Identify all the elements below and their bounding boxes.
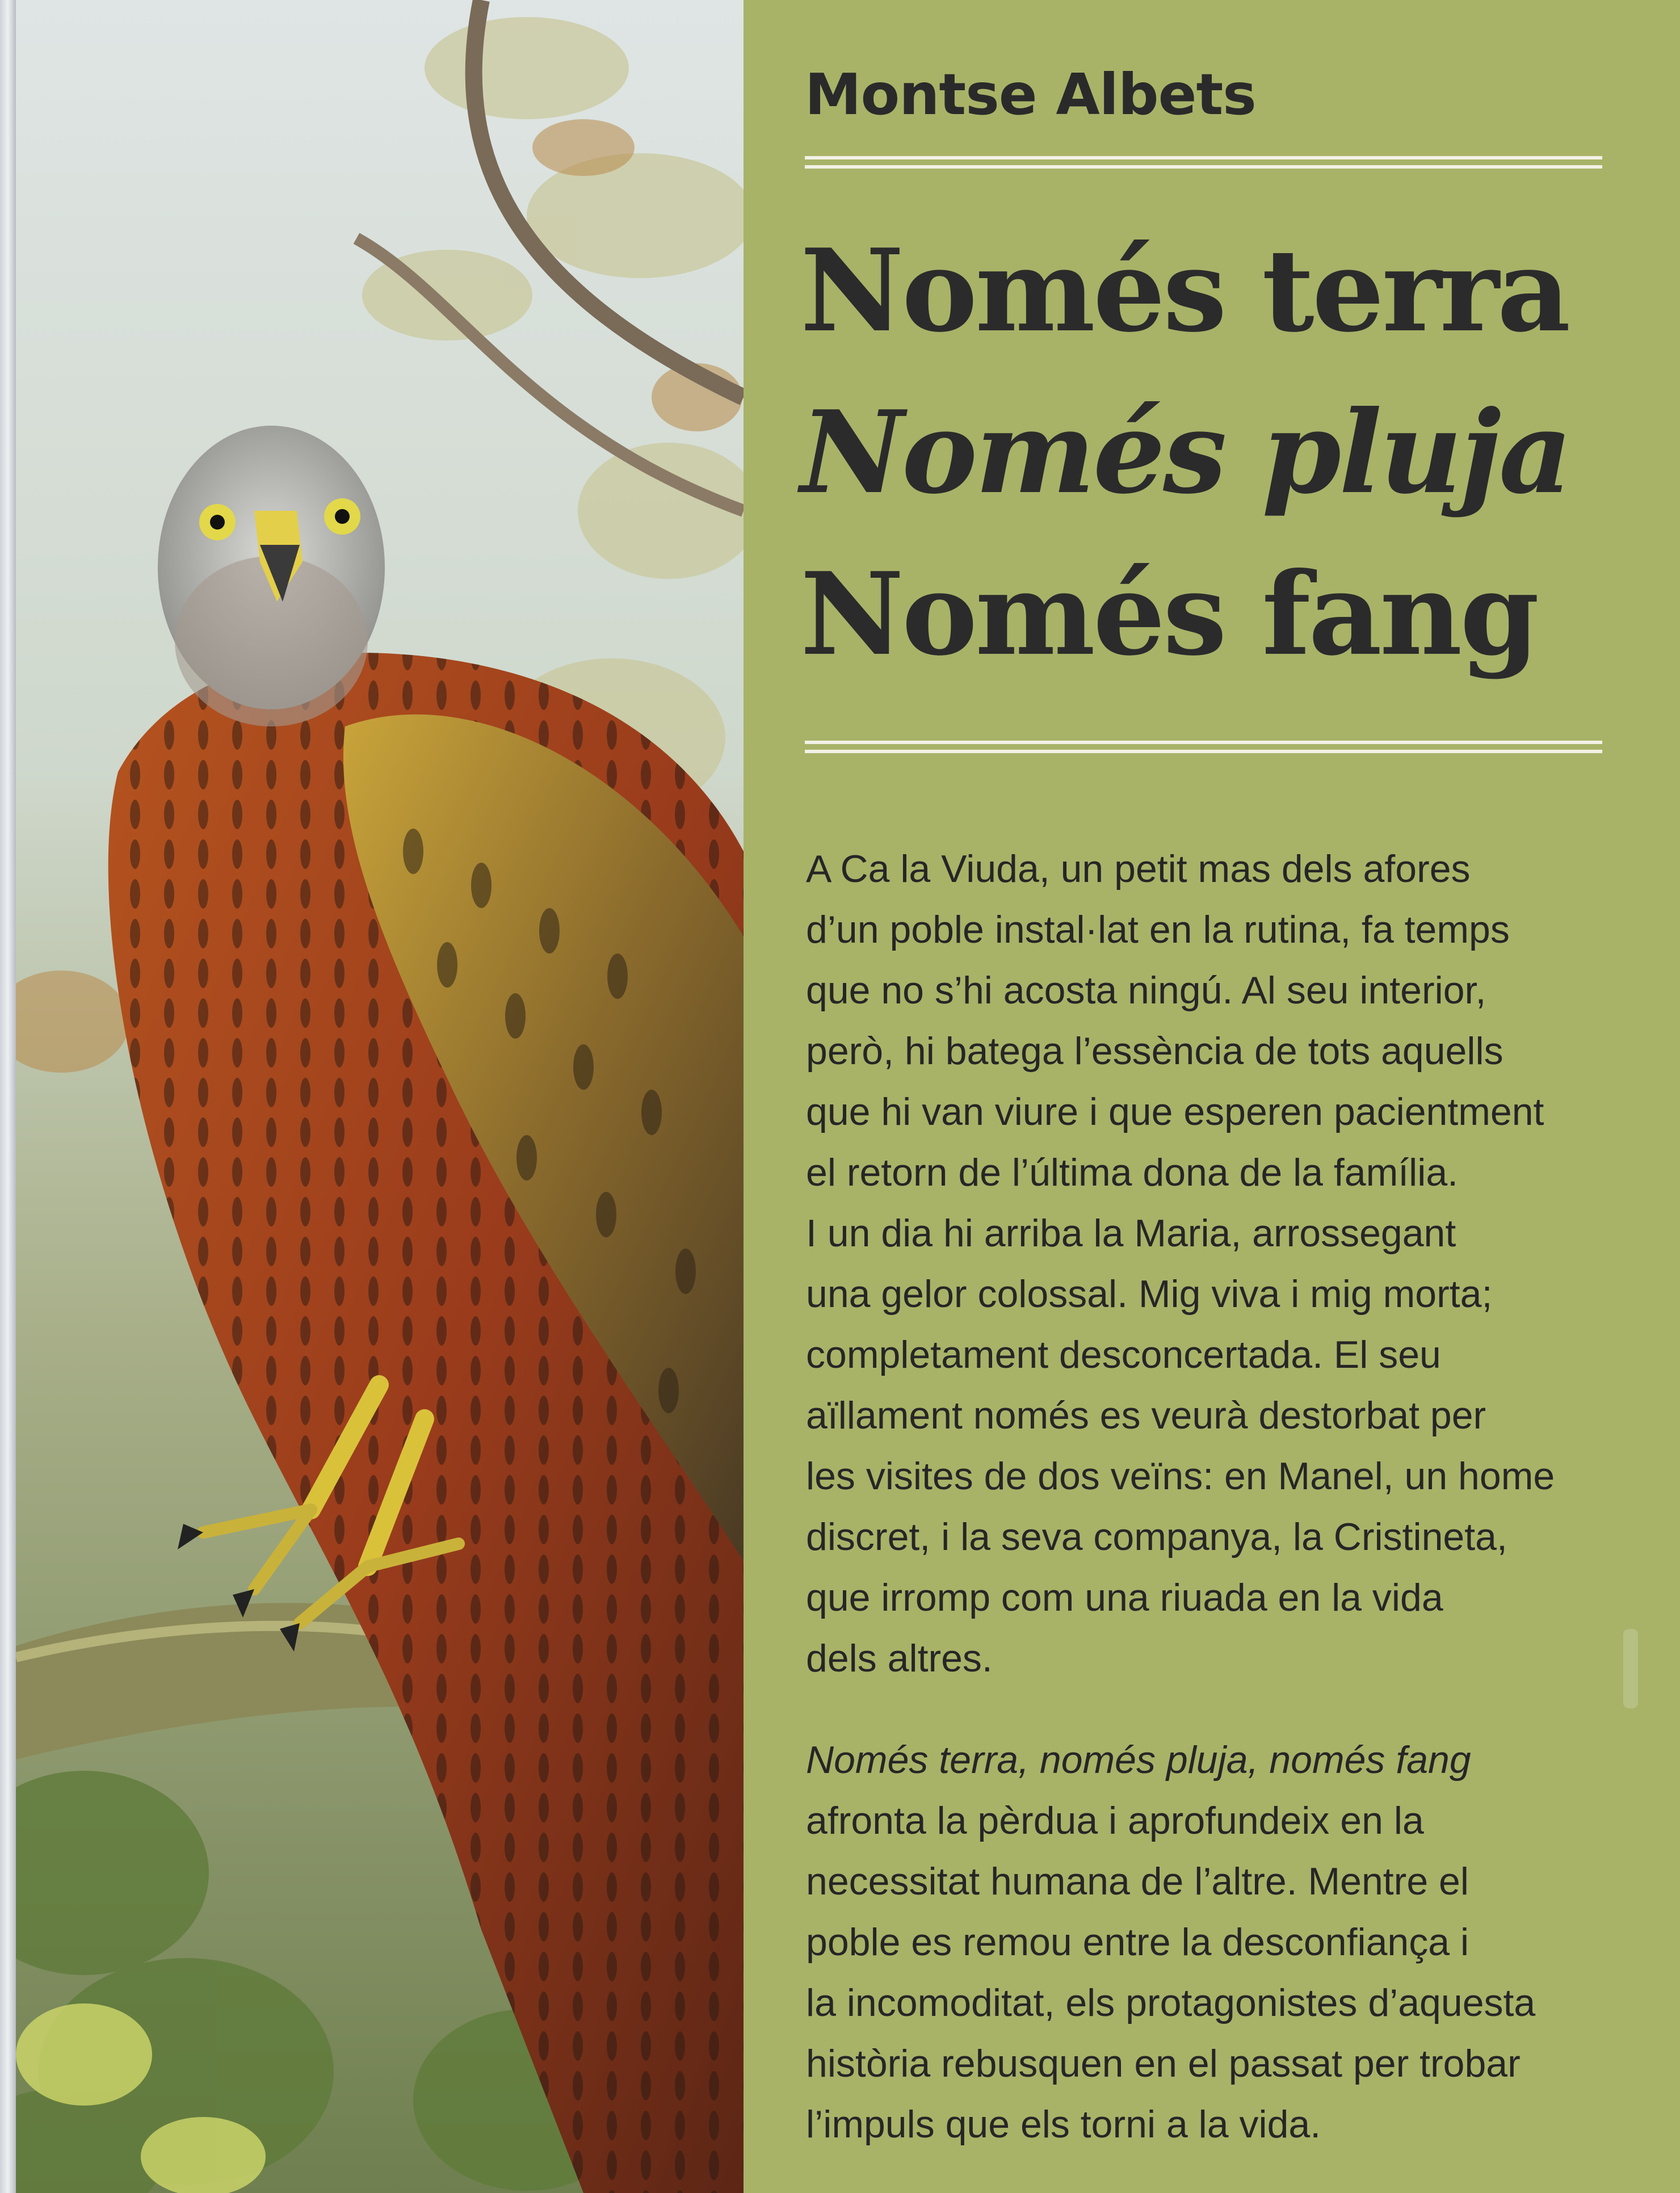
- author-name: Montse Albets: [805, 61, 1256, 128]
- synopsis-line: I un dia hi arriba la Maria, arrossegant: [806, 1212, 1456, 1255]
- synopsis-line: que hi van viure i que esperen pacientment: [806, 1090, 1544, 1133]
- synopsis-line: història rebusquen en el passat per trobar: [806, 2042, 1521, 2085]
- title-line-1: Només terra: [800, 224, 1569, 358]
- synopsis-line: una gelor colossal. Mig viva i mig morta;: [806, 1272, 1493, 1316]
- red-kite-illustration: [16, 0, 744, 2193]
- synopsis-line: que no s’hi acosta ningú. Al seu interior,: [806, 969, 1486, 1012]
- synopsis-paragraph-1: [806, 839, 1601, 1689]
- title-line-3: Només fang: [800, 548, 1538, 681]
- cover-wear-mark: [1623, 1629, 1638, 1708]
- synopsis-line: poble es remou entre la desconfiança i: [806, 1921, 1469, 1964]
- top-divider: [805, 156, 1602, 171]
- synopsis-line: però, hi batega l’essència de tots aquells: [806, 1030, 1503, 1073]
- synopsis-line: discret, i la seva companya, la Cristineta,: [806, 1515, 1507, 1558]
- title-line-2: Només pluja: [800, 386, 1570, 519]
- synopsis-line: A Ca la Viuda, un petit mas dels afores: [806, 847, 1471, 890]
- synopsis-paragraph-2: [806, 1730, 1601, 2155]
- synopsis-italic-title: Només terra, només pluja, només fang: [806, 1738, 1471, 1782]
- book-spine-edge: [0, 0, 16, 2193]
- synopsis-line: el retorn de l’última dona de la família.: [806, 1151, 1459, 1194]
- synopsis-line: d’un poble instal·lat en la rutina, fa temps: [806, 908, 1510, 951]
- synopsis-line: aïllament només es veurà destorbat per: [806, 1394, 1486, 1437]
- synopsis-line: dels altres.: [806, 1637, 993, 1680]
- synopsis-line: la incomoditat, els protagonistes d’aquesta: [806, 1981, 1536, 2024]
- synopsis-line: completament desconcertada. El seu: [806, 1333, 1441, 1376]
- synopsis-line: afronta la pèrdua i aprofundeix en la: [806, 1799, 1424, 1842]
- synopsis-line: que irromp com una riuada en la vida: [806, 1576, 1443, 1619]
- synopsis-line: necessitat humana de l’altre. Mentre el: [806, 1860, 1469, 1903]
- synopsis-line: les visites de dos veïns: en Manel, un home: [806, 1455, 1555, 1498]
- synopsis-line: l’impuls que els torni a la vida.: [806, 2103, 1321, 2146]
- bottom-divider: [805, 741, 1602, 755]
